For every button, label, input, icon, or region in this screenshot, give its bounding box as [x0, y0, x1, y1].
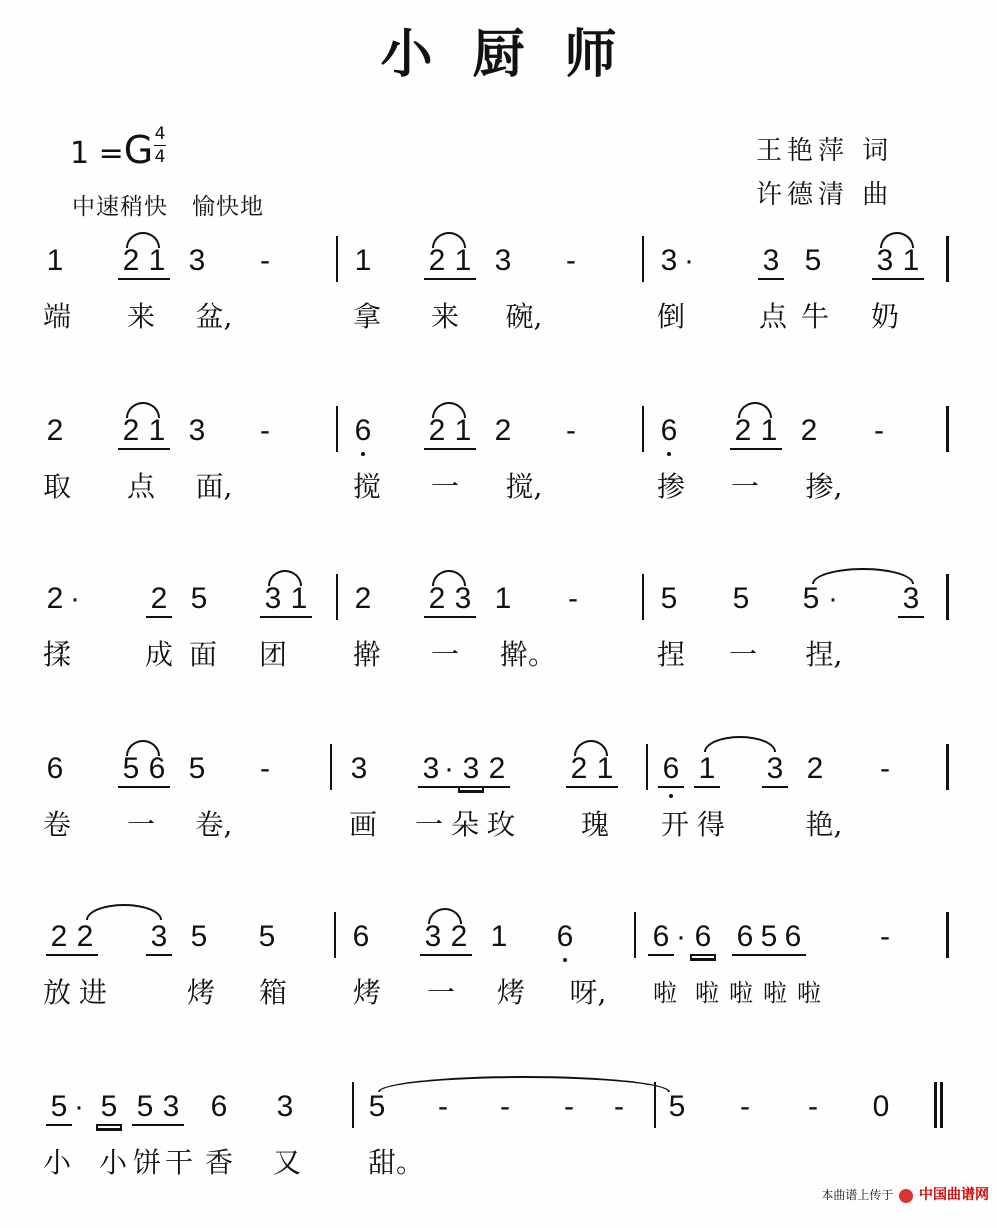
note: 5	[118, 752, 144, 788]
slur	[704, 736, 776, 752]
note: -	[260, 752, 270, 785]
lyric: 一	[728, 638, 757, 671]
note: 2	[806, 752, 824, 785]
note: 3	[762, 752, 788, 788]
score-system-5	[0, 908, 997, 1058]
bar-line	[642, 406, 644, 452]
slur	[428, 908, 462, 924]
lyric: 又	[272, 1146, 301, 1179]
slur	[880, 232, 914, 248]
slur	[432, 232, 466, 248]
bar-line	[946, 744, 949, 790]
note: 6	[144, 752, 170, 788]
bar-line	[646, 744, 648, 790]
lyric: 啦	[797, 979, 821, 1007]
note: 5	[756, 920, 782, 956]
bar-line	[336, 236, 338, 282]
note: 1	[694, 752, 720, 788]
note: 1	[144, 414, 170, 450]
note: 3	[898, 582, 924, 618]
note: 5	[190, 582, 208, 615]
lyric: 面,	[195, 470, 233, 503]
key-note: G	[123, 128, 154, 172]
score-system-6	[0, 1078, 997, 1228]
low-octave-dot	[669, 794, 673, 798]
lyric: 一	[426, 976, 455, 1009]
note: 1	[450, 244, 476, 280]
note: 1	[450, 414, 476, 450]
note: 3	[276, 1090, 294, 1123]
note: 1	[354, 244, 372, 277]
note: -	[874, 414, 884, 447]
note: 5	[190, 920, 208, 953]
note: 6	[690, 920, 716, 956]
lyric: 团	[258, 638, 287, 671]
lyric: 点	[126, 470, 155, 503]
note: 2	[118, 414, 144, 450]
note: 2	[424, 414, 450, 450]
lyric: 掺	[656, 470, 685, 503]
page-title: 小厨师	[380, 24, 657, 85]
lyric: 卷	[42, 808, 71, 841]
note: 1	[490, 920, 508, 953]
bar-line	[946, 406, 949, 452]
note: 2	[354, 582, 372, 615]
note: 5	[732, 582, 750, 615]
lyric: 来	[430, 300, 459, 333]
lyric: 啦	[653, 979, 677, 1007]
note: 3	[758, 244, 784, 280]
note: 6	[732, 920, 758, 956]
note: -	[566, 244, 576, 277]
lyric: 烤	[186, 976, 215, 1009]
low-octave-dot	[361, 452, 365, 456]
note: 6	[660, 414, 678, 447]
lyric: 甜。	[368, 1146, 425, 1179]
lyric: 牛	[800, 300, 829, 333]
bar-line	[334, 912, 336, 958]
lyric: 画	[348, 808, 377, 841]
note: 3	[350, 752, 368, 785]
lyric: 一	[414, 808, 443, 841]
tie	[378, 1076, 670, 1092]
key-signature	[70, 128, 153, 172]
bar-line	[642, 574, 644, 620]
lyric: 捏	[656, 638, 685, 671]
score-system-1	[0, 232, 997, 382]
note: 5	[668, 1090, 686, 1123]
lyric: 成	[144, 638, 173, 671]
dot-extension: ·	[74, 1090, 84, 1123]
lyric: 艳,	[805, 808, 843, 841]
note: 6	[556, 920, 574, 953]
note: 5	[660, 582, 678, 615]
note: -	[260, 244, 270, 277]
lyric: 饼	[132, 1146, 161, 1179]
note: 2	[446, 920, 472, 956]
lyric: 端	[42, 300, 71, 333]
note: 2	[484, 752, 510, 788]
slur	[86, 904, 162, 920]
note: -	[880, 920, 890, 953]
lyric: 倒	[656, 300, 685, 333]
lyric: 一	[430, 638, 459, 671]
note: 2	[46, 582, 64, 615]
note: -	[880, 752, 890, 785]
bar-line	[336, 574, 338, 620]
lyric: 一	[730, 470, 759, 503]
meter-top: 4	[154, 124, 166, 144]
note: 5	[258, 920, 276, 953]
score-system-2	[0, 402, 997, 552]
note: 6	[648, 920, 674, 956]
lyric: 进	[78, 976, 107, 1009]
dot-extension: ·	[70, 582, 80, 615]
lyric: 呀,	[569, 976, 607, 1009]
lyric: 箱	[258, 976, 287, 1009]
bar-line	[946, 236, 949, 282]
bar-line	[336, 406, 338, 452]
slur	[432, 570, 466, 586]
note: 3	[660, 244, 678, 277]
note: 6	[352, 920, 370, 953]
note: 1	[756, 414, 782, 450]
note: 3	[458, 752, 484, 788]
lyric: 瑰	[580, 808, 609, 841]
note: 0	[872, 1090, 890, 1123]
low-octave-dot	[667, 452, 671, 456]
site-brand[interactable]: 中国曲谱网	[919, 1187, 989, 1203]
note: 1	[144, 244, 170, 280]
note: 2	[146, 582, 172, 618]
note: 1	[46, 244, 64, 277]
lyric: 搅,	[505, 470, 543, 503]
lyric: 朵	[450, 808, 479, 841]
note: 5	[188, 752, 206, 785]
lyric: 擀。	[500, 638, 557, 671]
lyric: 干	[164, 1146, 193, 1179]
lyric: 卷,	[195, 808, 233, 841]
slur	[738, 402, 772, 418]
note: 3	[260, 582, 286, 618]
dot-extension: ·	[684, 244, 694, 277]
note: 1	[494, 582, 512, 615]
note: 2	[424, 582, 450, 618]
lyric: 小	[98, 1146, 127, 1179]
note: 2	[46, 920, 72, 956]
note: 1	[592, 752, 618, 788]
note: 6	[658, 752, 684, 788]
lyric: 搅	[352, 470, 381, 503]
dot-extension: ·	[828, 582, 838, 615]
note: -	[614, 1090, 624, 1123]
note: 6	[210, 1090, 228, 1123]
site-logo-icon	[899, 1189, 913, 1203]
lyric: 啦	[763, 979, 787, 1007]
lyric: 取	[42, 470, 71, 503]
lyric: 拿	[352, 300, 381, 333]
note: 3	[418, 752, 444, 788]
lyric: 擀	[352, 638, 381, 671]
lyric: 来	[126, 300, 155, 333]
slur	[574, 740, 608, 756]
upload-credit	[821, 1184, 989, 1204]
slur	[126, 740, 160, 756]
note: -	[808, 1090, 818, 1123]
lyric: 面	[188, 638, 217, 671]
lyric: 一	[126, 808, 155, 841]
note: 2	[424, 244, 450, 280]
slur	[126, 232, 160, 248]
bar-line	[946, 912, 949, 958]
note: 2	[494, 414, 512, 447]
note: 5	[368, 1090, 386, 1123]
lyric: 放	[42, 976, 71, 1009]
lyric: 得	[696, 808, 725, 841]
note: 3	[188, 414, 206, 447]
note: 5	[802, 582, 820, 615]
note: -	[566, 414, 576, 447]
note: 3	[494, 244, 512, 277]
lyric: 揉	[42, 638, 71, 671]
low-octave-dot	[563, 958, 567, 962]
note: -	[568, 582, 578, 615]
note: 2	[566, 752, 592, 788]
composer-credit: 许德清 曲	[756, 180, 894, 210]
score-system-4	[0, 740, 997, 890]
lyric: 啦	[695, 979, 719, 1007]
note: 1	[286, 582, 312, 618]
lyric: 盆,	[195, 300, 233, 333]
lyric: 小	[42, 1146, 71, 1179]
lyric: 烤	[496, 976, 525, 1009]
dot-extension: ·	[676, 920, 686, 953]
note: 5	[96, 1090, 122, 1126]
bar-line	[642, 236, 644, 282]
note: 5	[804, 244, 822, 277]
note: 3	[146, 920, 172, 956]
note: 3	[188, 244, 206, 277]
note: 3	[158, 1090, 184, 1126]
bar-line	[330, 744, 332, 790]
note: 2	[72, 920, 98, 956]
final-bar-line	[934, 1082, 943, 1128]
lyric: 掺,	[805, 470, 843, 503]
note: 3	[420, 920, 446, 956]
score-system-3	[0, 570, 997, 720]
note: -	[438, 1090, 448, 1123]
meter-bottom: 4	[154, 147, 166, 167]
tempo-marking: 中速稍快 愉快地	[72, 194, 264, 220]
lyric: 啦	[729, 979, 753, 1007]
key-prefix: 1 =	[70, 136, 124, 171]
lyric: 点	[758, 300, 787, 333]
time-signature	[154, 124, 166, 167]
lyric: 烤	[352, 976, 381, 1009]
bar-line	[946, 574, 949, 620]
note: ·	[436, 752, 462, 788]
slur	[812, 568, 914, 584]
note: 2	[730, 414, 756, 450]
note: 3	[450, 582, 476, 618]
lyric: 奶	[870, 300, 899, 333]
note: -	[740, 1090, 750, 1123]
note: 2	[46, 414, 64, 447]
note: 5	[46, 1090, 72, 1126]
lyric: 香	[204, 1146, 233, 1179]
lyric: 开	[660, 808, 689, 841]
lyric: 玫	[486, 808, 515, 841]
note: 2	[800, 414, 818, 447]
lyric: 碗,	[505, 300, 543, 333]
note: 1	[898, 244, 924, 280]
upload-credit-text: 本曲谱上传于	[821, 1188, 894, 1202]
lyric: 捏,	[805, 638, 843, 671]
note: 6	[354, 414, 372, 447]
note: 6	[46, 752, 64, 785]
slur	[432, 402, 466, 418]
slur	[126, 402, 160, 418]
lyricist-credit: 王艳萍 词	[756, 136, 894, 166]
bar-line	[352, 1082, 354, 1128]
note: -	[260, 414, 270, 447]
bar-line	[634, 912, 636, 958]
lyric: 一	[430, 470, 459, 503]
note: 3	[872, 244, 898, 280]
slur	[268, 570, 302, 586]
note: 6	[780, 920, 806, 956]
note: 2	[118, 244, 144, 280]
note: -	[564, 1090, 574, 1123]
note: 5	[132, 1090, 158, 1126]
note: -	[500, 1090, 510, 1123]
